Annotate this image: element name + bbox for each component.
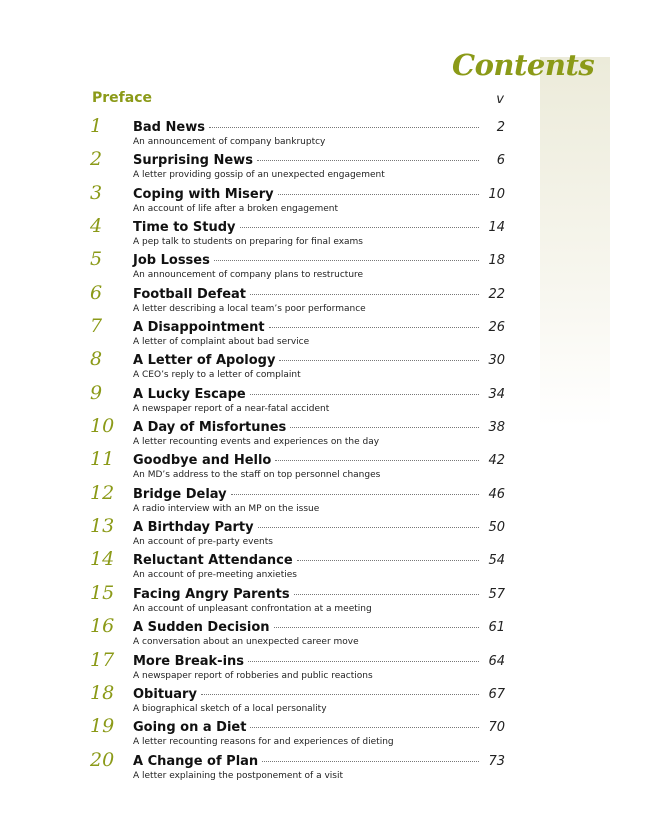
chapter-description: A newspaper report of a near-fatal accident xyxy=(133,403,330,414)
chapter-number: 7 xyxy=(90,315,103,338)
entry-line xyxy=(133,353,505,368)
chapter-title[interactable]: A Change of Plan xyxy=(133,753,259,769)
chapter-number: 4 xyxy=(90,215,103,238)
chapter-description: A letter describing a local team’s poor performance xyxy=(133,303,366,314)
chapter-title[interactable]: Goodbye and Hello xyxy=(133,453,272,469)
dot-leader xyxy=(240,227,480,228)
chapter-description: A newspaper report of robberies and public reactions xyxy=(133,670,373,681)
chapter-number: 8 xyxy=(90,348,103,371)
chapter-title[interactable]: Football Defeat xyxy=(133,286,247,302)
chapter-title[interactable]: A Lucky Escape xyxy=(133,386,246,402)
page-number: 34 xyxy=(488,386,505,402)
page-number: 50 xyxy=(488,520,505,536)
chapter-title[interactable]: A Disappointment xyxy=(133,320,265,336)
page-number: 26 xyxy=(488,320,505,336)
chapter-number: 12 xyxy=(90,481,115,504)
toc-entry[interactable] xyxy=(90,583,505,616)
chapter-number: 6 xyxy=(90,281,103,304)
chapter-number: 18 xyxy=(90,681,115,704)
preface-link[interactable]: Preface xyxy=(92,90,152,106)
chapter-description: An announcement of company plans to restructure xyxy=(133,270,364,281)
page-number: 42 xyxy=(488,453,505,469)
dot-leader xyxy=(262,761,479,762)
chapter-number: 1 xyxy=(90,115,103,137)
entry-line xyxy=(133,587,505,602)
entry-line xyxy=(133,420,505,435)
chapter-description: A letter providing gossip of an unexpected engagement xyxy=(133,170,385,181)
page-number: 30 xyxy=(488,353,505,369)
dot-leader xyxy=(250,727,479,728)
entry-line xyxy=(133,120,505,135)
chapter-title[interactable]: Bridge Delay xyxy=(133,486,227,502)
entry-line xyxy=(133,287,505,302)
chapter-description: A letter recounting reasons for and experiences of dieting xyxy=(133,737,394,748)
entry-line xyxy=(133,187,505,202)
entry-line xyxy=(133,453,505,468)
decorative-side-band xyxy=(540,57,610,427)
chapter-number: 5 xyxy=(90,248,103,271)
chapter-title[interactable]: Facing Angry Parents xyxy=(133,586,290,602)
chapter-title[interactable]: More Break-ins xyxy=(133,653,245,669)
page-number: 14 xyxy=(488,220,505,236)
entry-line xyxy=(133,253,505,268)
chapter-number: 15 xyxy=(90,581,115,604)
chapter-number: 9 xyxy=(90,381,103,404)
page-title: Contents xyxy=(452,48,595,82)
page-number: 57 xyxy=(488,586,505,602)
chapter-description: An account of pre-meeting anxieties xyxy=(133,570,297,581)
entry-line xyxy=(133,320,505,335)
toc-entry[interactable] xyxy=(90,349,505,382)
toc-entry[interactable] xyxy=(90,416,505,449)
toc-entry[interactable] xyxy=(90,116,505,149)
dot-leader xyxy=(269,327,479,328)
page-number: 64 xyxy=(488,653,505,669)
toc-entry[interactable] xyxy=(90,249,505,282)
page-number: 54 xyxy=(488,553,505,569)
toc-entry[interactable] xyxy=(90,516,505,549)
toc-entry[interactable] xyxy=(90,650,505,683)
dot-leader xyxy=(290,427,479,428)
entry-line xyxy=(133,720,505,735)
page-number: 70 xyxy=(488,720,505,736)
dot-leader xyxy=(278,194,479,195)
page-number: 22 xyxy=(488,286,505,302)
entry-line xyxy=(133,654,505,669)
dot-leader xyxy=(257,160,479,161)
chapter-title[interactable]: A Day of Misfortunes xyxy=(133,420,287,436)
entry-line xyxy=(133,754,505,769)
chapter-description: A conversation about an unexpected career move xyxy=(133,637,359,648)
chapter-description: An account of unpleasant confrontation at a meeting xyxy=(133,603,372,614)
toc-entry[interactable] xyxy=(90,683,505,716)
chapter-number: 14 xyxy=(90,548,115,571)
chapter-title[interactable]: Reluctant Attendance xyxy=(133,553,293,569)
page-number: 18 xyxy=(488,253,505,269)
toc-entry[interactable] xyxy=(90,449,505,482)
page-number: 61 xyxy=(488,620,505,636)
dot-leader xyxy=(209,127,479,128)
chapter-description: A letter of complaint about bad service xyxy=(133,337,310,348)
page-number: 46 xyxy=(488,486,505,502)
toc-entry[interactable] xyxy=(90,149,505,182)
toc-entry[interactable] xyxy=(90,316,505,349)
entry-line xyxy=(133,553,505,568)
chapter-title[interactable]: Obituary xyxy=(133,686,197,702)
dot-leader xyxy=(294,594,479,595)
dot-leader xyxy=(297,560,479,561)
entry-line xyxy=(133,520,505,535)
entry-line xyxy=(133,620,505,635)
toc-entry[interactable] xyxy=(90,549,505,582)
chapter-number: 13 xyxy=(90,515,115,538)
toc-entry[interactable] xyxy=(90,483,505,516)
chapter-number: 20 xyxy=(90,748,115,771)
toc-entry[interactable] xyxy=(90,216,505,249)
chapter-description: A CEO’s reply to a letter of complaint xyxy=(133,370,301,381)
chapter-description: A letter explaining the postponement of a visit xyxy=(133,770,344,781)
chapter-title[interactable]: Job Losses xyxy=(133,253,210,269)
chapter-number: 17 xyxy=(90,648,115,671)
chapter-list xyxy=(90,116,505,783)
chapter-title[interactable]: Bad News xyxy=(133,120,205,135)
toc-entry[interactable] xyxy=(90,616,505,649)
toc-entry[interactable] xyxy=(90,750,505,783)
dot-leader xyxy=(201,694,479,695)
chapter-title[interactable]: Coping with Misery xyxy=(133,186,274,202)
chapter-description: An MD’s address to the staff on top personnel changes xyxy=(133,470,381,481)
chapter-number: 19 xyxy=(90,715,115,738)
page-number: 10 xyxy=(488,186,505,202)
chapter-title[interactable]: Surprising News xyxy=(133,153,253,169)
chapter-number: 3 xyxy=(90,181,103,204)
page-number: 38 xyxy=(488,420,505,436)
chapter-title[interactable]: A Sudden Decision xyxy=(133,620,270,636)
dot-leader xyxy=(279,360,479,361)
toc-entry[interactable] xyxy=(90,283,505,316)
page-number: 2 xyxy=(496,120,505,135)
dot-leader xyxy=(250,394,479,395)
entry-line xyxy=(133,153,505,168)
chapter-title[interactable]: A Birthday Party xyxy=(133,520,254,536)
page-number: 6 xyxy=(496,153,505,169)
toc-entry[interactable] xyxy=(90,183,505,216)
chapter-description: An account of life after a broken engagement xyxy=(133,203,339,214)
chapter-number: 11 xyxy=(90,448,115,471)
chapter-number: 16 xyxy=(90,615,115,638)
toc-entry[interactable] xyxy=(90,716,505,749)
chapter-description: An account of pre-party events xyxy=(133,537,273,548)
chapter-description: A pep talk to students on preparing for final exams xyxy=(133,237,364,248)
entry-line xyxy=(133,687,505,702)
dot-leader xyxy=(274,627,479,628)
entry-line xyxy=(133,387,505,402)
preface-page-number: v xyxy=(496,92,504,107)
chapter-description: A biographical sketch of a local personality xyxy=(133,703,327,714)
dot-leader xyxy=(248,661,479,662)
chapter-description: A radio interview with an MP on the issue xyxy=(133,503,320,514)
dot-leader xyxy=(214,260,479,261)
dot-leader xyxy=(250,294,479,295)
chapter-title[interactable]: Time to Study xyxy=(133,220,236,236)
chapter-title[interactable]: Going on a Diet xyxy=(133,720,247,736)
dot-leader xyxy=(258,527,479,528)
chapter-description: An announcement of company bankruptcy xyxy=(133,137,326,147)
chapter-description: A letter recounting events and experiences on the day xyxy=(133,437,380,448)
page-number: 73 xyxy=(488,753,505,769)
page-number: 67 xyxy=(488,686,505,702)
chapter-number: 10 xyxy=(90,415,115,438)
entry-line xyxy=(133,487,505,502)
toc-entry[interactable] xyxy=(90,383,505,416)
chapter-title[interactable]: A Letter of Apology xyxy=(133,353,276,369)
chapter-number: 2 xyxy=(90,148,103,171)
entry-line xyxy=(133,220,505,235)
dot-leader xyxy=(231,494,479,495)
dot-leader xyxy=(275,460,479,461)
